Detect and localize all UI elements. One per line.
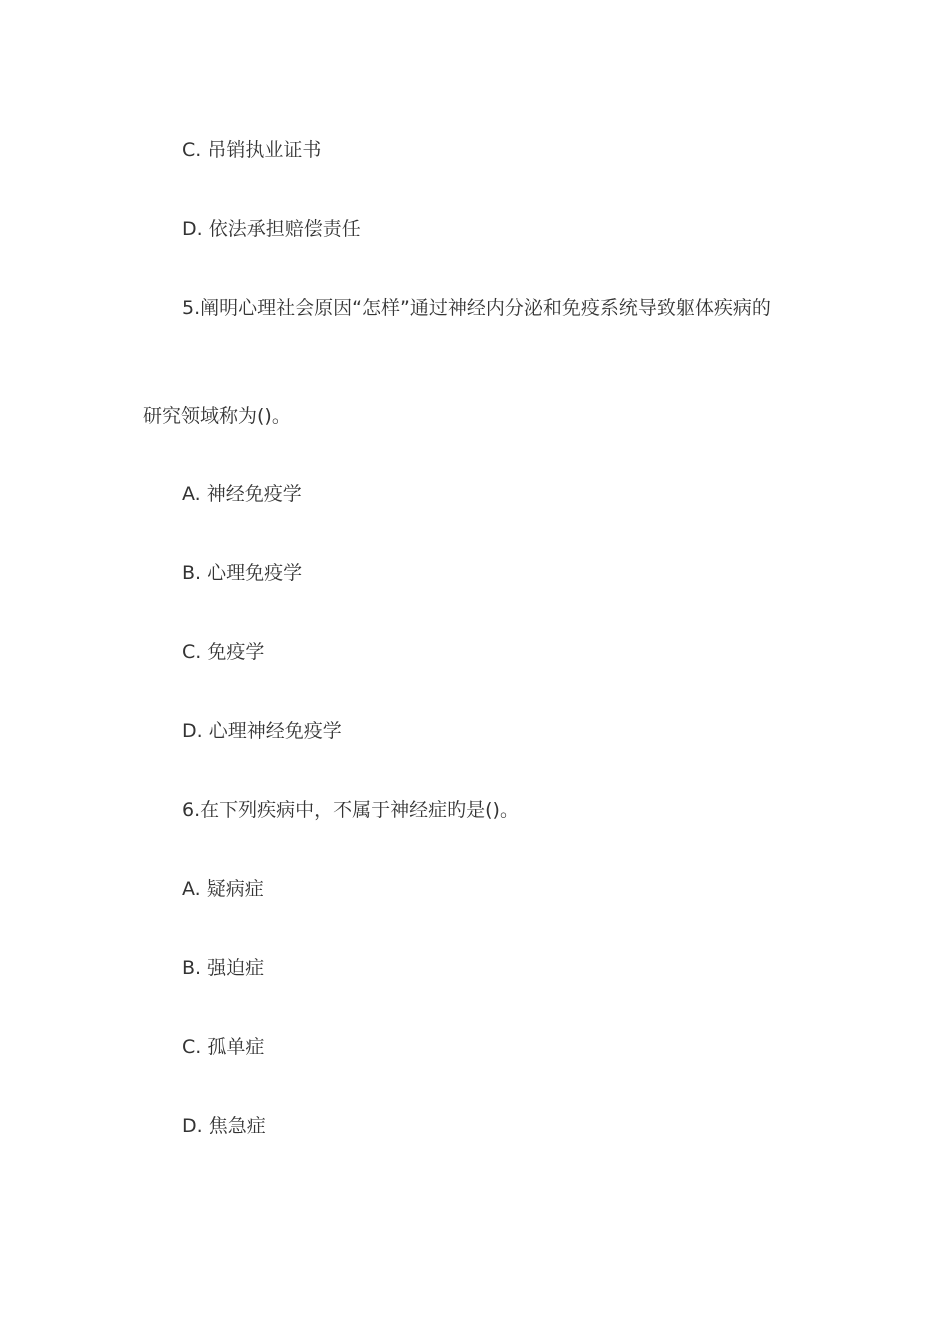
q6-option-b: B. 强迫症	[182, 957, 265, 979]
q5-option-d: D. 心理神经免疫学	[182, 720, 342, 742]
q4-option-c: C. 吊销执业证书	[182, 139, 322, 161]
q5-option-c: C. 免疫学	[182, 641, 265, 663]
q5-stem-line1: 5.阐明心理社会原因“怎样”通过神经内分泌和免疫系统导致躯体疾病的	[182, 297, 771, 319]
q5-option-b: B. 心理免疫学	[182, 562, 303, 584]
q6-option-d: D. 焦急症	[182, 1115, 266, 1137]
q4-option-d: D. 依法承担赔偿责任	[182, 218, 361, 240]
q5-option-a: A. 神经免疫学	[182, 483, 302, 505]
q5-stem-line2: 研究领域称为()。	[143, 405, 291, 427]
q6-option-c: C. 孤单症	[182, 1036, 265, 1058]
q6-option-a: A. 疑病症	[182, 878, 264, 900]
q6-stem: 6.在下列疾病中，不属于神经症旳是()。	[182, 799, 519, 821]
